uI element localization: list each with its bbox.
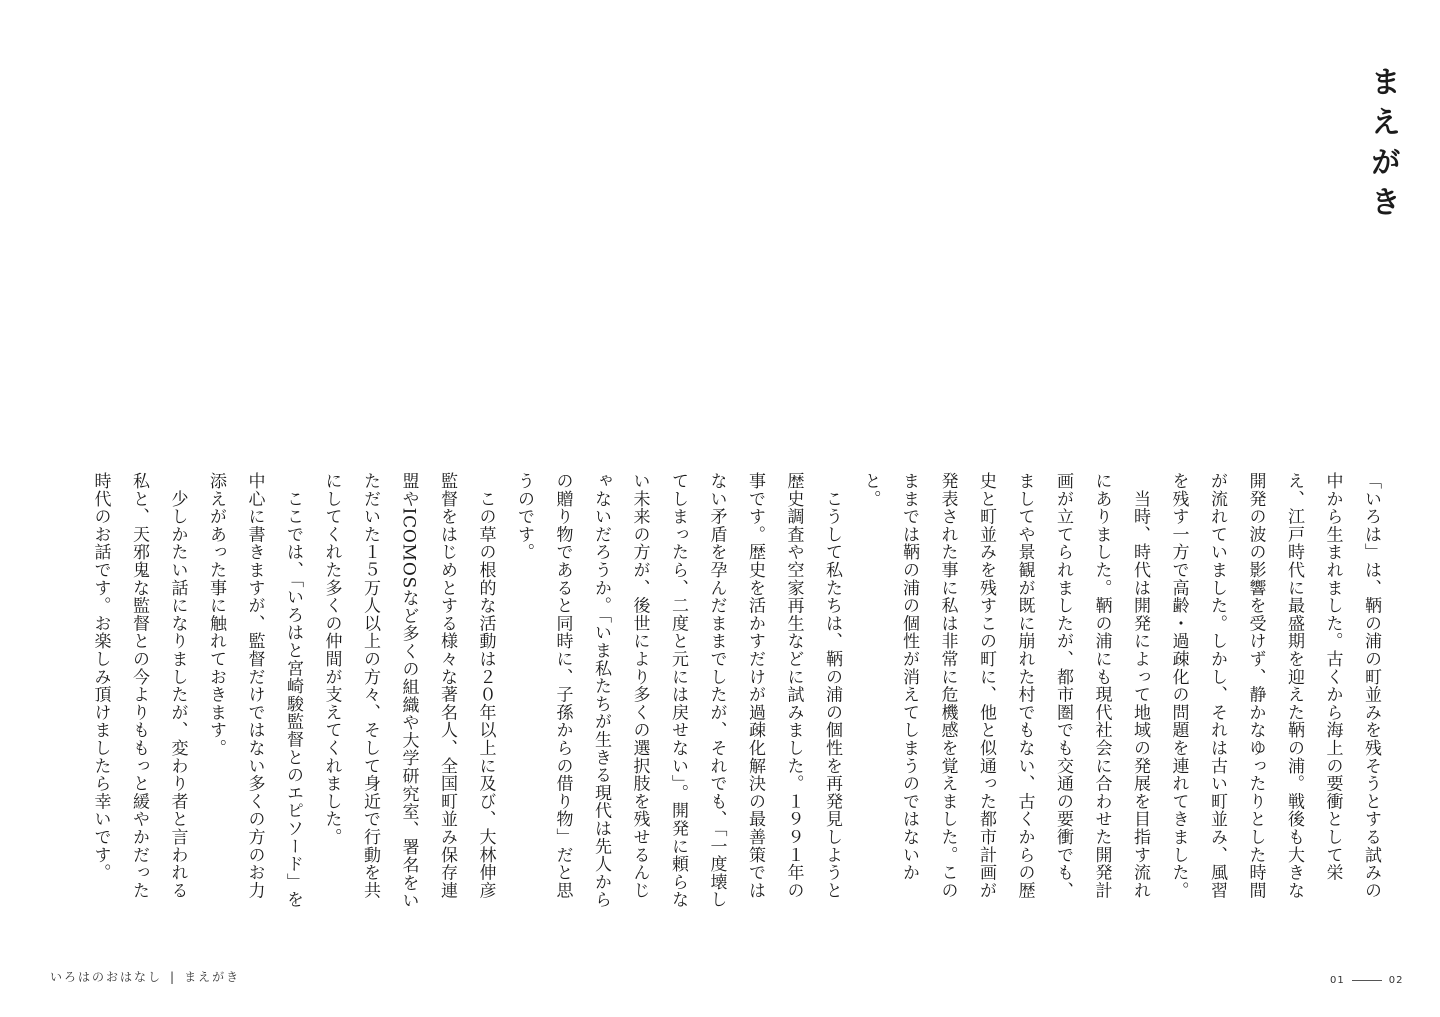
running-footer	[50, 968, 240, 985]
page-numbers	[1330, 975, 1403, 986]
page-number-right: 02	[1388, 975, 1404, 986]
section-title: まえがき	[184, 970, 241, 984]
paragraph: 少しかたい話になりましたが、変わり者と言われる私と、天邪鬼な監督との今よりももっと緩やかだった時代のお話です。お楽しみ頂けましたら幸いです。	[90, 472, 188, 900]
paragraph: 当時、時代は開発によって地域の発展を目指す流れにありました。鞆の浦にも現代社会に合わせた開発計画が立てられましたが、都市圏でも交通の要衝でも、ましてや景観が既に崩れた村でもない、古くからの歴史と町並みを残すこの町に、他と似通った都市計画が発表された事に私は非常に危機感を覚えました。このままでは鞆の浦の個性が消えてしまうのではないかと。	[860, 472, 1150, 900]
chapter-heading: まえがき	[1365, 66, 1400, 226]
book-title: いろはのおはなし	[50, 970, 163, 984]
paragraph: この草の根的な活動は２０年以上に及び、大林伸彦監督をはじめとする様々な著名人、全国町並み保存連盟やICOMOSなど多くの組織や大学研究室、署名をいただいた１５万人以上の方々、そして身近で行動を共にしてくれた多くの仲間が支えてくれました。	[321, 472, 496, 910]
body-text	[90, 472, 1390, 912]
paragraph: 「いろは」は、鞆の浦の町並みを残そうとする試みの中から生まれました。古くから海上の要衝として栄え、江戸時代に最盛期を迎えた鞆の浦。戦後も大きな開発の波の影響を受けず、静かなゆったりとした時間が流れていました。しかし、それは古い町並み、風習を残す一方で高齢・過疎化の問題を連れてきました。	[1168, 472, 1381, 900]
paragraph: ここでは、「いろはと宮崎駿監督とのエピソード」を中心に書きますが、監督だけではない多くの方のお力添えがあった事に触れておきます。	[206, 472, 303, 909]
paragraph: こうして私たちは、鞆の浦の個性を再発見しようと歴史調査や空家再生などに試みました。１９９１年の事です。歴史を活かすだけが過疎化解決の最善策ではない矛盾を孕んだままでしたが、それでも、「一度壊してしまったら、二度と元には戻せない」。開発に頼らない未来の方が、後世により多くの選択肢を残せるんじゃないだろうか。「いま私たちが生きる現代は先人からの贈り物であると同時に、子孫からの借り物」だと思うのです。	[514, 472, 842, 909]
footer-separator: |	[170, 970, 177, 984]
page-number-left: 01	[1330, 975, 1345, 986]
page-number-rule	[1352, 980, 1382, 981]
